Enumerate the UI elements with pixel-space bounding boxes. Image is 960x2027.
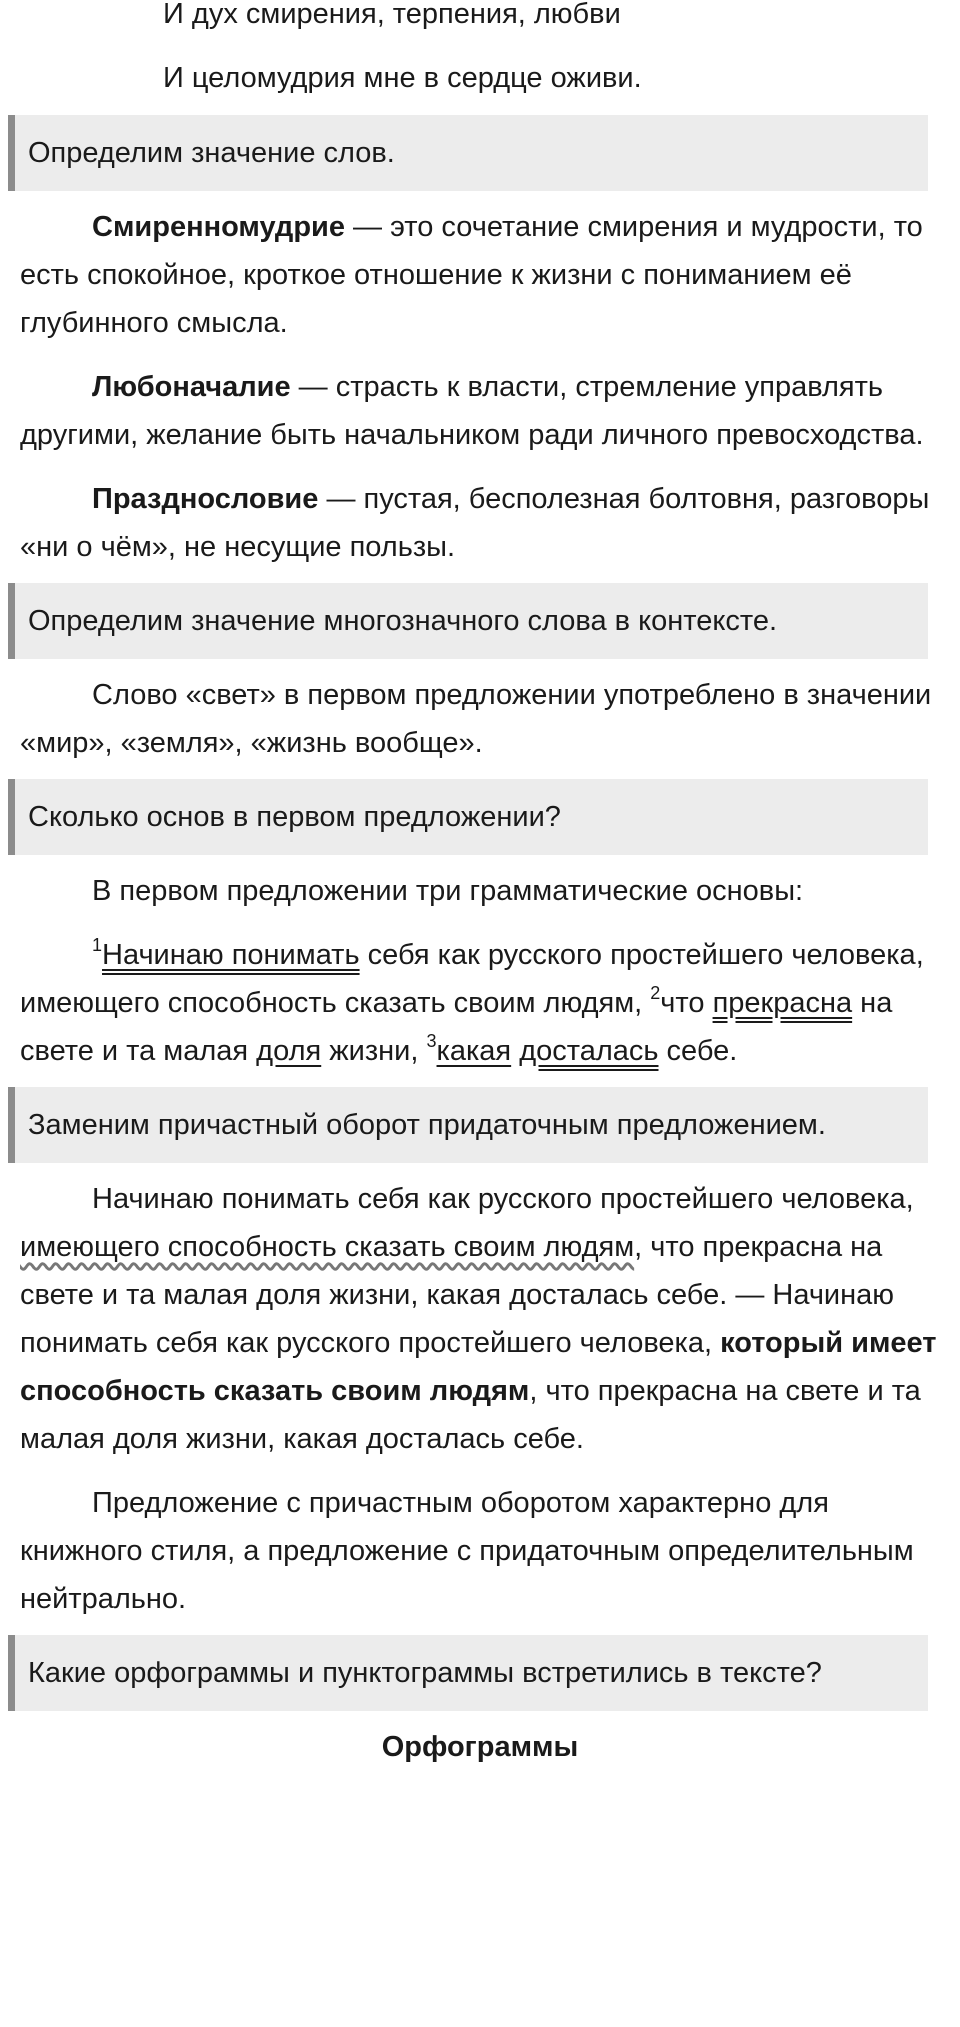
- section-title: Орфограммы: [381, 1731, 579, 1763]
- clause-number: 3: [426, 1031, 437, 1052]
- predicate: прекрасна: [712, 987, 853, 1019]
- answer-paragraph: В первом предложении три грамматические основы:: [92, 875, 804, 907]
- definition-paragraph: [0, 475, 960, 571]
- sentence-fragment: жизни,: [321, 1035, 427, 1067]
- question-replace-participle: [8, 1087, 928, 1163]
- clause-number: 2: [650, 983, 661, 1004]
- question-polysemous-word: [8, 583, 928, 659]
- definition-text: — страсть к власти, стремление управлять другими, желание быть начальником ради личного превосходства.: [20, 371, 924, 451]
- poem-quote: [0, 0, 960, 102]
- definition-term: Смиренномудрие: [92, 211, 345, 243]
- sentence-fragment: себе.: [658, 1035, 738, 1067]
- sentence-fragment: Начинаю понимать себя как русского простейшего человека,: [92, 1183, 914, 1215]
- grammar-analysis-paragraph: [0, 931, 960, 1075]
- sentence-fragment: себя как русского простейшего человека, имеющего способность сказать своим людям,: [20, 939, 924, 1019]
- question-text: Заменим причастный оборот придаточным предложением.: [28, 1109, 826, 1141]
- answer-paragraph: Слово «свет» в первом предложении употреблено в значении «мир», «земля», «жизнь вообще».: [20, 679, 932, 759]
- definition-paragraph: [0, 363, 960, 459]
- definition-term: Празднословие: [92, 483, 319, 515]
- predicate: Начинаю понимать: [102, 939, 360, 971]
- definition-paragraph: [0, 203, 960, 347]
- sentence-fragment: на свете и та малая: [20, 987, 893, 1067]
- poem-line-1: И дух смирения, терпения, любви: [163, 0, 621, 30]
- answer-paragraph: Предложение с причастным оборотом характерно для книжного стиля, а предложение с придаточным определительным нейтрально.: [20, 1487, 914, 1615]
- question-text: Какие орфограммы и пунктограммы встретились в тексте?: [28, 1657, 822, 1689]
- subject: какая: [436, 1035, 512, 1067]
- question-orthograms: [8, 1635, 928, 1711]
- predicate: досталась: [519, 1035, 659, 1067]
- answer-paragraph: [0, 1175, 960, 1463]
- clause-number: 1: [92, 935, 103, 956]
- question-word-meanings: [8, 115, 928, 191]
- poem-line-2: И целомудрия мне в сердце оживи.: [163, 62, 642, 94]
- question-grammar-bases: [8, 779, 928, 855]
- question-text: Сколько основ в первом предложении?: [28, 801, 561, 833]
- sentence-fragment: что: [660, 987, 713, 1019]
- definition-text: — это сочетание смирения и мудрости, то есть спокойное, кроткое отношение к жизни с пониманием её глубинного смысла.: [20, 211, 923, 339]
- sentence-fragment: [511, 1035, 519, 1067]
- subject: доля: [256, 1035, 322, 1067]
- participial-phrase: имеющего способность сказать своим людям: [20, 1231, 635, 1263]
- subordinate-clause: который имеет способность сказать своим людям: [20, 1327, 937, 1407]
- sentence-fragment: , что прекрасна на свете и та малая доля жизни, какая досталась себе. — Начинаю понимать себя как русского простейшего человека,: [20, 1231, 895, 1359]
- definition-text: — пустая, бесполезная болтовня, разговоры «ни о чём», не несущие пользы.: [20, 483, 930, 563]
- sentence-fragment: , что прекрасна на свете и та малая доля жизни, какая досталась себе.: [20, 1375, 921, 1455]
- question-text: Определим значение слов.: [28, 137, 395, 169]
- definition-term: Любоначалие: [92, 371, 291, 403]
- question-text: Определим значение многозначного слова в контексте.: [28, 605, 778, 637]
